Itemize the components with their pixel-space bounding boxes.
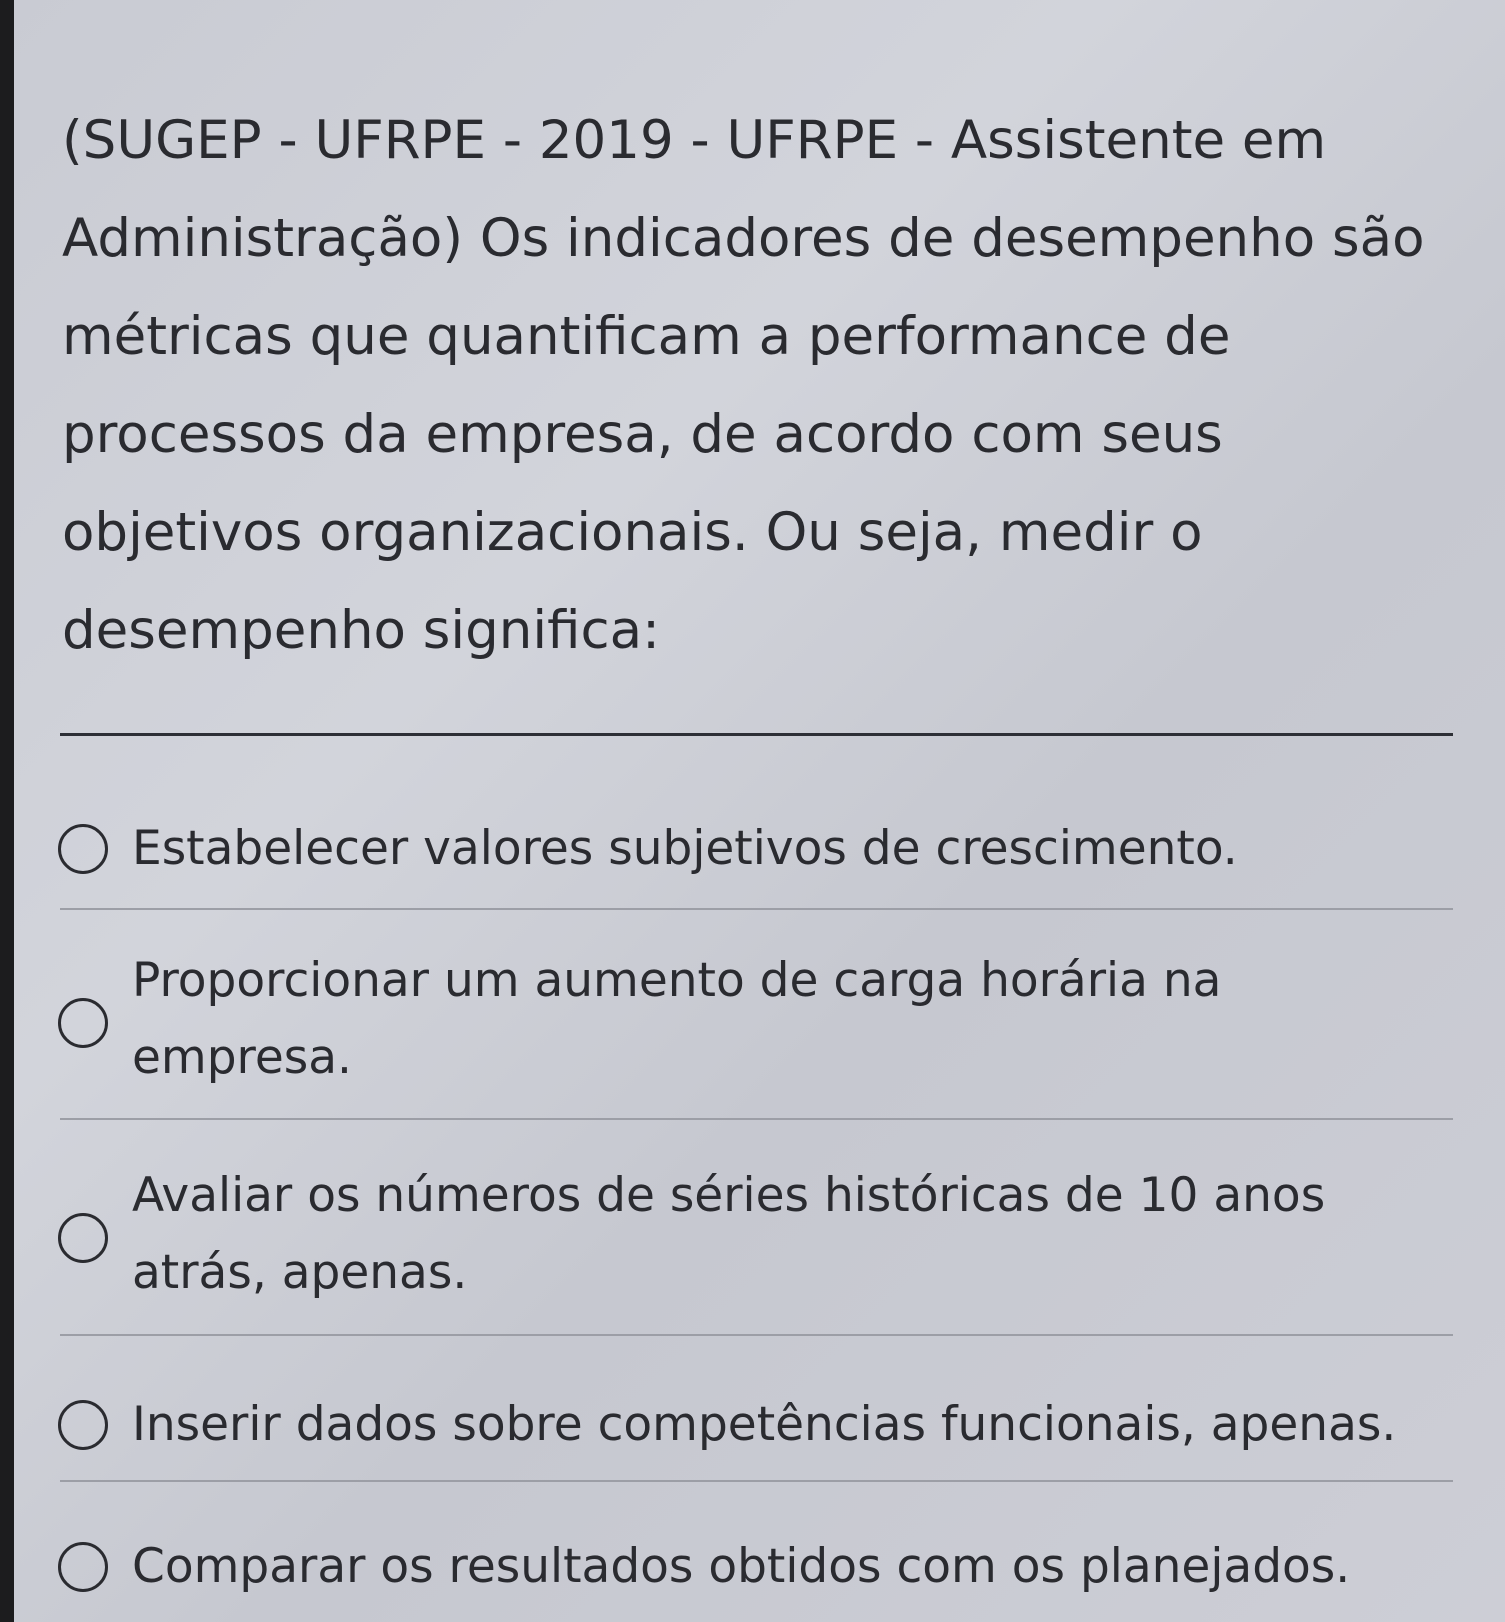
option-divider (60, 1118, 1453, 1120)
answer-option-label: Comparar os resultados obtidos com os planejados. (132, 1539, 1351, 1594)
answer-option-3[interactable] (14, 1155, 1505, 1325)
answer-option-5[interactable] (14, 1520, 1505, 1620)
answer-option-label: Estabelecer valores subjetivos de crescimento. (132, 821, 1238, 876)
radio-button-icon[interactable] (58, 1400, 108, 1450)
answer-option-label: Avaliar os números de séries históricas de 10 anos atrás, apenas. (132, 1168, 1326, 1300)
radio-button-icon[interactable] (58, 1213, 108, 1263)
question-text: (SUGEP - UFRPE - 2019 - UFRPE - Assistente em Administração) Os indicadores de desempenho são métricas que quantificam a performance de processos da empresa, de acordo com seus objetivos organizacionais. Ou seja, medir o desempenho significa: (62, 110, 1425, 661)
radio-button-icon[interactable] (58, 824, 108, 874)
option-divider (60, 1334, 1453, 1336)
option-divider (60, 1480, 1453, 1482)
radio-button-icon[interactable] (58, 998, 108, 1048)
answer-option-2[interactable] (14, 940, 1505, 1110)
option-divider (60, 908, 1453, 910)
answer-option-label: Proporcionar um aumento de carga horária na empresa. (132, 953, 1222, 1085)
quiz-screen (14, 0, 1505, 1622)
answer-option-1[interactable] (14, 800, 1505, 900)
question-divider (60, 733, 1453, 736)
answer-option-label: Inserir dados sobre competências funcionais, apenas. (132, 1397, 1397, 1452)
radio-button-icon[interactable] (58, 1542, 108, 1592)
answer-option-4[interactable] (14, 1380, 1505, 1480)
